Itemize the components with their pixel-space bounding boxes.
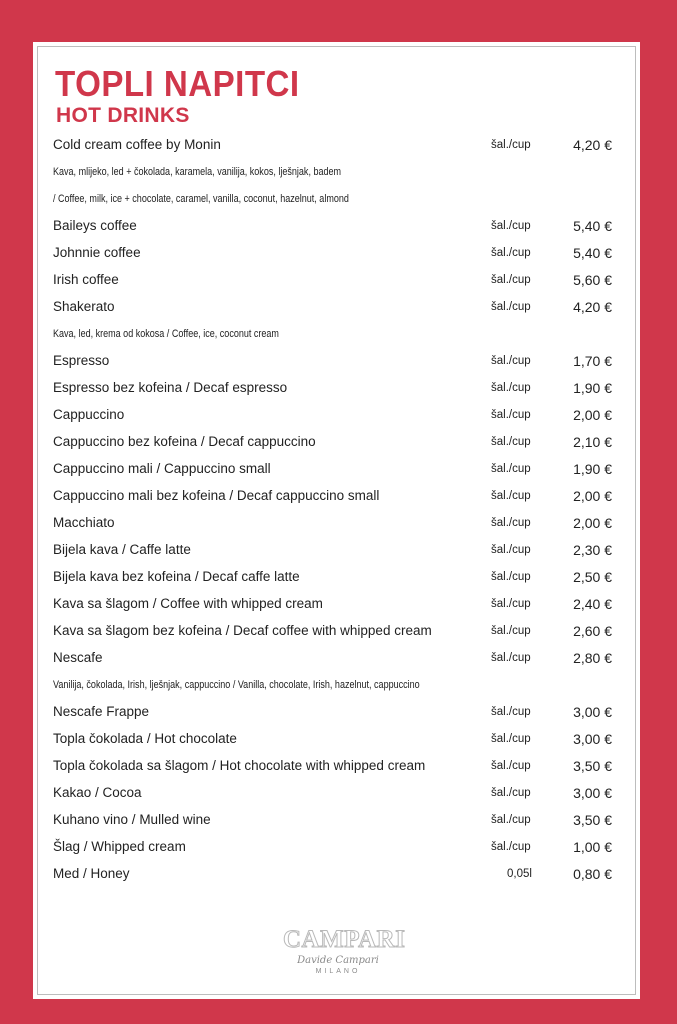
item-name: Med / Honey — [53, 866, 130, 881]
item-name: Topla čokolada / Hot chocolate — [53, 731, 237, 746]
menu-description — [53, 186, 620, 213]
item-description: Kava, mlijeko, led + čokolada, karamela, vanilija, kokos, lješnjak, badem — [53, 166, 342, 178]
page-title: TOPLI NAPITCI — [55, 63, 300, 104]
item-name: Kava sa šlagom bez kofeina / Decaf coffee with whipped cream — [53, 623, 432, 638]
item-description: Vanilija, čokolada, Irish, lješnjak, cappuccino / Vanilla, chocolate, Irish, hazelnut, cappuccino — [53, 679, 420, 691]
item-unit: šal./cup — [491, 490, 531, 502]
item-price: 2,50 € — [573, 569, 612, 585]
item-price: 3,50 € — [573, 758, 612, 774]
menu-item — [53, 753, 620, 780]
item-name: Espresso bez kofeina / Decaf espresso — [53, 380, 288, 395]
logo-signature: Davide Campari — [297, 955, 379, 966]
item-price: 5,40 € — [573, 245, 612, 261]
menu-item — [53, 618, 620, 645]
menu-item — [53, 537, 620, 564]
item-price: 4,20 € — [573, 299, 612, 315]
item-name: Šlag / Whipped cream — [53, 839, 186, 854]
logo-city: MILANO — [315, 968, 361, 975]
item-unit: šal./cup — [491, 571, 531, 583]
item-unit: šal./cup — [491, 220, 531, 232]
item-price: 3,00 € — [573, 731, 612, 747]
menu-item — [53, 834, 620, 861]
item-price: 2,60 € — [573, 623, 612, 639]
item-unit: šal./cup — [491, 733, 531, 745]
menu-item — [53, 375, 620, 402]
menu-item — [53, 645, 620, 672]
item-unit: šal./cup — [491, 139, 531, 151]
item-price: 3,00 € — [573, 704, 612, 720]
item-price: 1,90 € — [573, 461, 612, 477]
item-price: 1,70 € — [573, 353, 612, 369]
item-name: Nescafe — [53, 650, 103, 665]
menu-card — [33, 42, 640, 999]
item-name: Cappuccino — [53, 407, 125, 422]
menu-item — [53, 213, 620, 240]
drinks-list — [53, 132, 620, 888]
page-subtitle: HOT DRINKS — [56, 104, 190, 127]
menu-item — [53, 240, 620, 267]
item-name: Cappuccino mali / Cappuccino small — [53, 461, 271, 476]
menu-item — [53, 267, 620, 294]
item-name: Cold cream coffee by Monin — [53, 137, 221, 152]
menu-item — [53, 429, 620, 456]
item-unit: šal./cup — [491, 544, 531, 556]
menu-item — [53, 348, 620, 375]
item-unit: šal./cup — [491, 463, 531, 475]
item-price: 2,00 € — [573, 488, 612, 504]
item-price: 3,00 € — [573, 785, 612, 801]
menu-item — [53, 807, 620, 834]
item-name: Topla čokolada sa šlagom / Hot chocolate with whipped cream — [53, 758, 426, 773]
item-price: 1,00 € — [573, 839, 612, 855]
menu-item — [53, 402, 620, 429]
item-unit: šal./cup — [491, 382, 531, 394]
item-name: Kava sa šlagom / Coffee with whipped cream — [53, 596, 323, 611]
item-unit: 0,05l — [507, 868, 532, 880]
item-price: 2,00 € — [573, 515, 612, 531]
item-name: Cappuccino mali bez kofeina / Decaf cappuccino small — [53, 488, 380, 503]
item-price: 4,20 € — [573, 137, 612, 153]
menu-item — [53, 726, 620, 753]
item-unit: šal./cup — [491, 814, 531, 826]
menu-description — [53, 321, 620, 348]
item-unit: šal./cup — [491, 301, 531, 313]
item-name: Bijela kava bez kofeina / Decaf caffe latte — [53, 569, 300, 584]
item-name: Espresso — [53, 353, 110, 368]
item-description: Kava, led, krema od kokosa / Coffee, ice, coconut cream — [53, 328, 279, 340]
item-unit: šal./cup — [491, 760, 531, 772]
item-price: 5,60 € — [573, 272, 612, 288]
item-unit: šal./cup — [491, 409, 531, 421]
menu-description — [53, 159, 620, 186]
item-unit: šal./cup — [491, 355, 531, 367]
menu-item — [53, 564, 620, 591]
item-price: 5,40 € — [573, 218, 612, 234]
menu-item — [53, 510, 620, 537]
item-unit: šal./cup — [491, 625, 531, 637]
campari-logo — [283, 926, 406, 975]
menu-item — [53, 132, 620, 159]
item-description: / Coffee, milk, ice + chocolate, caramel, vanilla, coconut, hazelnut, almond — [53, 193, 349, 205]
item-price: 1,90 € — [573, 380, 612, 396]
item-unit: šal./cup — [491, 247, 531, 259]
item-name: Bijela kava / Caffe latte — [53, 542, 191, 557]
menu-item — [53, 861, 620, 888]
item-unit: šal./cup — [491, 841, 531, 853]
item-name: Irish coffee — [53, 272, 119, 287]
menu-description — [53, 672, 620, 699]
menu-item — [53, 780, 620, 807]
item-unit: šal./cup — [491, 706, 531, 718]
item-name: Shakerato — [53, 299, 115, 314]
logo-brand: CAMPARI — [283, 926, 406, 953]
item-name: Baileys coffee — [53, 218, 137, 233]
menu-item — [53, 699, 620, 726]
item-price: 2,80 € — [573, 650, 612, 666]
item-price: 2,40 € — [573, 596, 612, 612]
item-name: Macchiato — [53, 515, 115, 530]
item-name: Cappuccino bez kofeina / Decaf cappuccino — [53, 434, 316, 449]
menu-item — [53, 456, 620, 483]
item-price: 0,80 € — [573, 866, 612, 882]
item-unit: šal./cup — [491, 598, 531, 610]
item-name: Kuhano vino / Mulled wine — [53, 812, 211, 827]
item-unit: šal./cup — [491, 274, 531, 286]
item-price: 2,30 € — [573, 542, 612, 558]
item-name: Kakao / Cocoa — [53, 785, 142, 800]
item-price: 2,00 € — [573, 407, 612, 423]
item-unit: šal./cup — [491, 517, 531, 529]
item-name: Johnnie coffee — [53, 245, 141, 260]
item-unit: šal./cup — [491, 436, 531, 448]
item-price: 3,50 € — [573, 812, 612, 828]
item-unit: šal./cup — [491, 787, 531, 799]
item-price: 2,10 € — [573, 434, 612, 450]
menu-item — [53, 483, 620, 510]
item-name: Nescafe Frappe — [53, 704, 150, 719]
menu-item — [53, 294, 620, 321]
item-unit: šal./cup — [491, 652, 531, 664]
menu-item — [53, 591, 620, 618]
